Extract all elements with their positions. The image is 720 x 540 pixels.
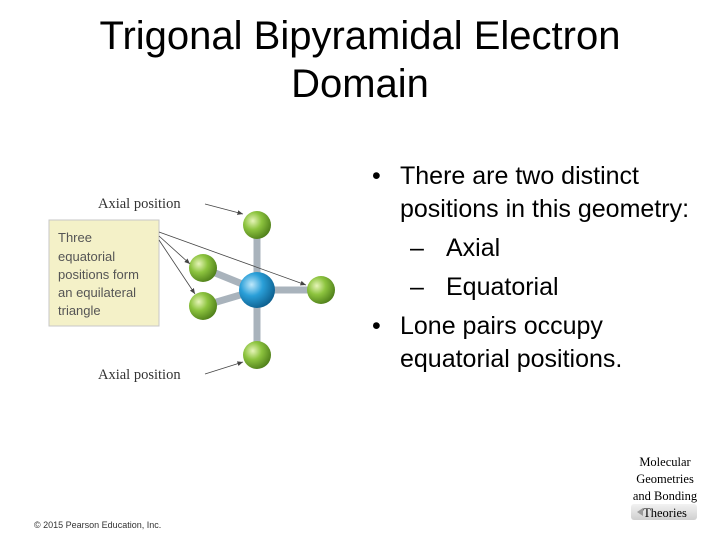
axial-label-bottom: Axial position xyxy=(98,367,181,383)
axial-atom-top xyxy=(243,211,271,239)
sub-bullet-item: – Axial xyxy=(364,232,704,265)
copyright-text: © 2015 Pearson Education, Inc. xyxy=(34,520,162,530)
bullet-icon: • xyxy=(372,312,381,340)
central-atom xyxy=(239,272,275,308)
equatorial-callout-text: Three equatorial positions form an equilateral triangle xyxy=(58,230,139,318)
footer-section-label: Molecular Geometries and Bonding Theories xyxy=(632,455,698,520)
axial-label-top: Axial position xyxy=(98,196,181,212)
molecule-diagram xyxy=(40,180,340,400)
bullet-list xyxy=(364,160,704,376)
equatorial-atom-front xyxy=(189,292,217,320)
dash-icon: – xyxy=(410,273,424,301)
axial-atom-bottom xyxy=(243,341,271,369)
arrow-axial-top xyxy=(205,204,243,214)
dash-icon: – xyxy=(410,234,424,262)
bullet-icon: • xyxy=(372,162,381,190)
arrow-axial-bottom xyxy=(205,362,243,374)
bullet-item: • Lone pairs occupy equatorial positions. xyxy=(372,312,623,373)
arrow-equatorial-back xyxy=(159,236,190,264)
trigonal-bipyramidal-figure xyxy=(40,180,340,405)
equatorial-atom-back xyxy=(189,254,217,282)
equatorial-atom-right xyxy=(307,276,335,304)
bullet-item: • There are two distinct positions in this geometry: xyxy=(372,162,690,223)
sub-bullet-item: – Equatorial xyxy=(364,271,704,304)
slide-title: Trigonal Bipyramidal Electron Domain xyxy=(99,14,621,106)
